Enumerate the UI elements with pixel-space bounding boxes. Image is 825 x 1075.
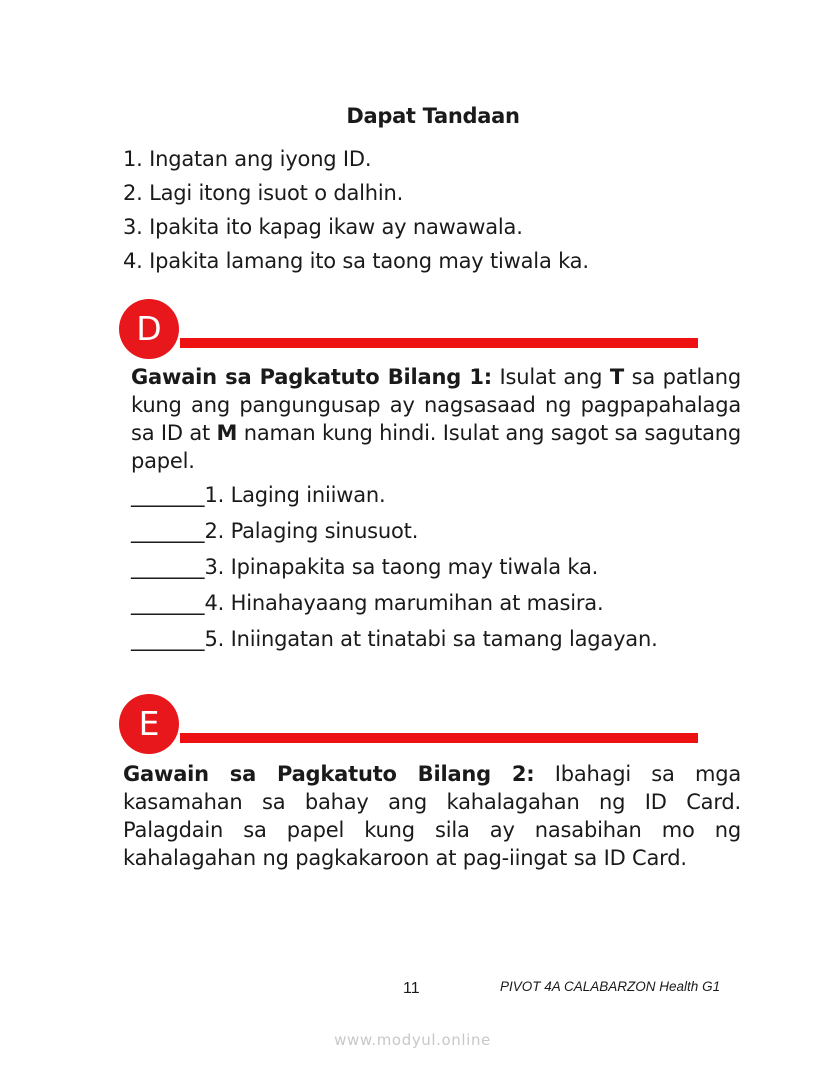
instruction-text: sa patlang kung ang pangungusap ay nagsasaad ng pagpapahalaga sa ID at bbox=[131, 365, 741, 445]
list-item bbox=[131, 513, 658, 549]
instruction-text: Ibahagi sa mga kasamahan sa bahay ang kahalagahan ng ID Card. Palagdain sa papel kung sila ay nasabihan mo ng kahalagahan ng pagkakaroon at pag-iingat sa ID Card. bbox=[123, 762, 741, 870]
item-text: 1. Laging iniiwan. bbox=[204, 483, 386, 507]
footer-source: PIVOT 4A CALABARZON Health G1 bbox=[500, 979, 721, 994]
item-text: 2. Palaging sinusuot. bbox=[204, 519, 419, 543]
list-item bbox=[131, 621, 658, 657]
activity-1-instruction bbox=[131, 363, 741, 475]
list-item: 3. Ipakita ito kapag ikaw ay nawawala. bbox=[123, 215, 523, 239]
answer-blank: _______ bbox=[131, 519, 205, 543]
page-number: 11 bbox=[403, 980, 420, 997]
item-text: 4. Hinahayaang marumihan at masira. bbox=[204, 591, 604, 615]
item-text: 5. Iniingatan at tinatabi sa tamang lagayan. bbox=[204, 627, 658, 651]
section-d-marker: D bbox=[119, 299, 179, 359]
keyword-t: T bbox=[609, 365, 624, 389]
answer-blank: _______ bbox=[131, 591, 205, 615]
section-d-rule bbox=[180, 338, 698, 348]
activity-2-instruction bbox=[123, 760, 741, 872]
section-e-rule bbox=[180, 733, 698, 743]
instruction-text: Isulat ang bbox=[491, 365, 610, 389]
watermark: www.modyul.online bbox=[334, 1031, 491, 1049]
answer-blank: _______ bbox=[131, 555, 205, 579]
list-item bbox=[131, 477, 658, 513]
item-text: 3. Ipinapakita sa taong may tiwala ka. bbox=[204, 555, 599, 579]
instruction-text: naman kung hindi. Isulat ang sagot sa sagutang papel. bbox=[131, 421, 741, 473]
remember-title: Dapat Tandaan bbox=[346, 104, 520, 128]
list-item bbox=[131, 585, 658, 621]
list-item: 4. Ipakita lamang ito sa taong may tiwala ka. bbox=[123, 249, 589, 273]
remember-list bbox=[123, 142, 589, 278]
activity-1-title: Gawain sa Pagkatuto Bilang 1: bbox=[131, 365, 492, 389]
activity-2-title: Gawain sa Pagkatuto Bilang 2: bbox=[123, 762, 535, 786]
activity-1-items bbox=[131, 477, 658, 657]
list-item bbox=[131, 549, 658, 585]
keyword-m: M bbox=[216, 421, 238, 445]
list-item: 2. Lagi itong isuot o dalhin. bbox=[123, 181, 404, 205]
section-e-marker: E bbox=[119, 694, 179, 754]
answer-blank: _______ bbox=[131, 483, 205, 507]
answer-blank: _______ bbox=[131, 627, 205, 651]
list-item: 1. Ingatan ang iyong ID. bbox=[123, 147, 372, 171]
